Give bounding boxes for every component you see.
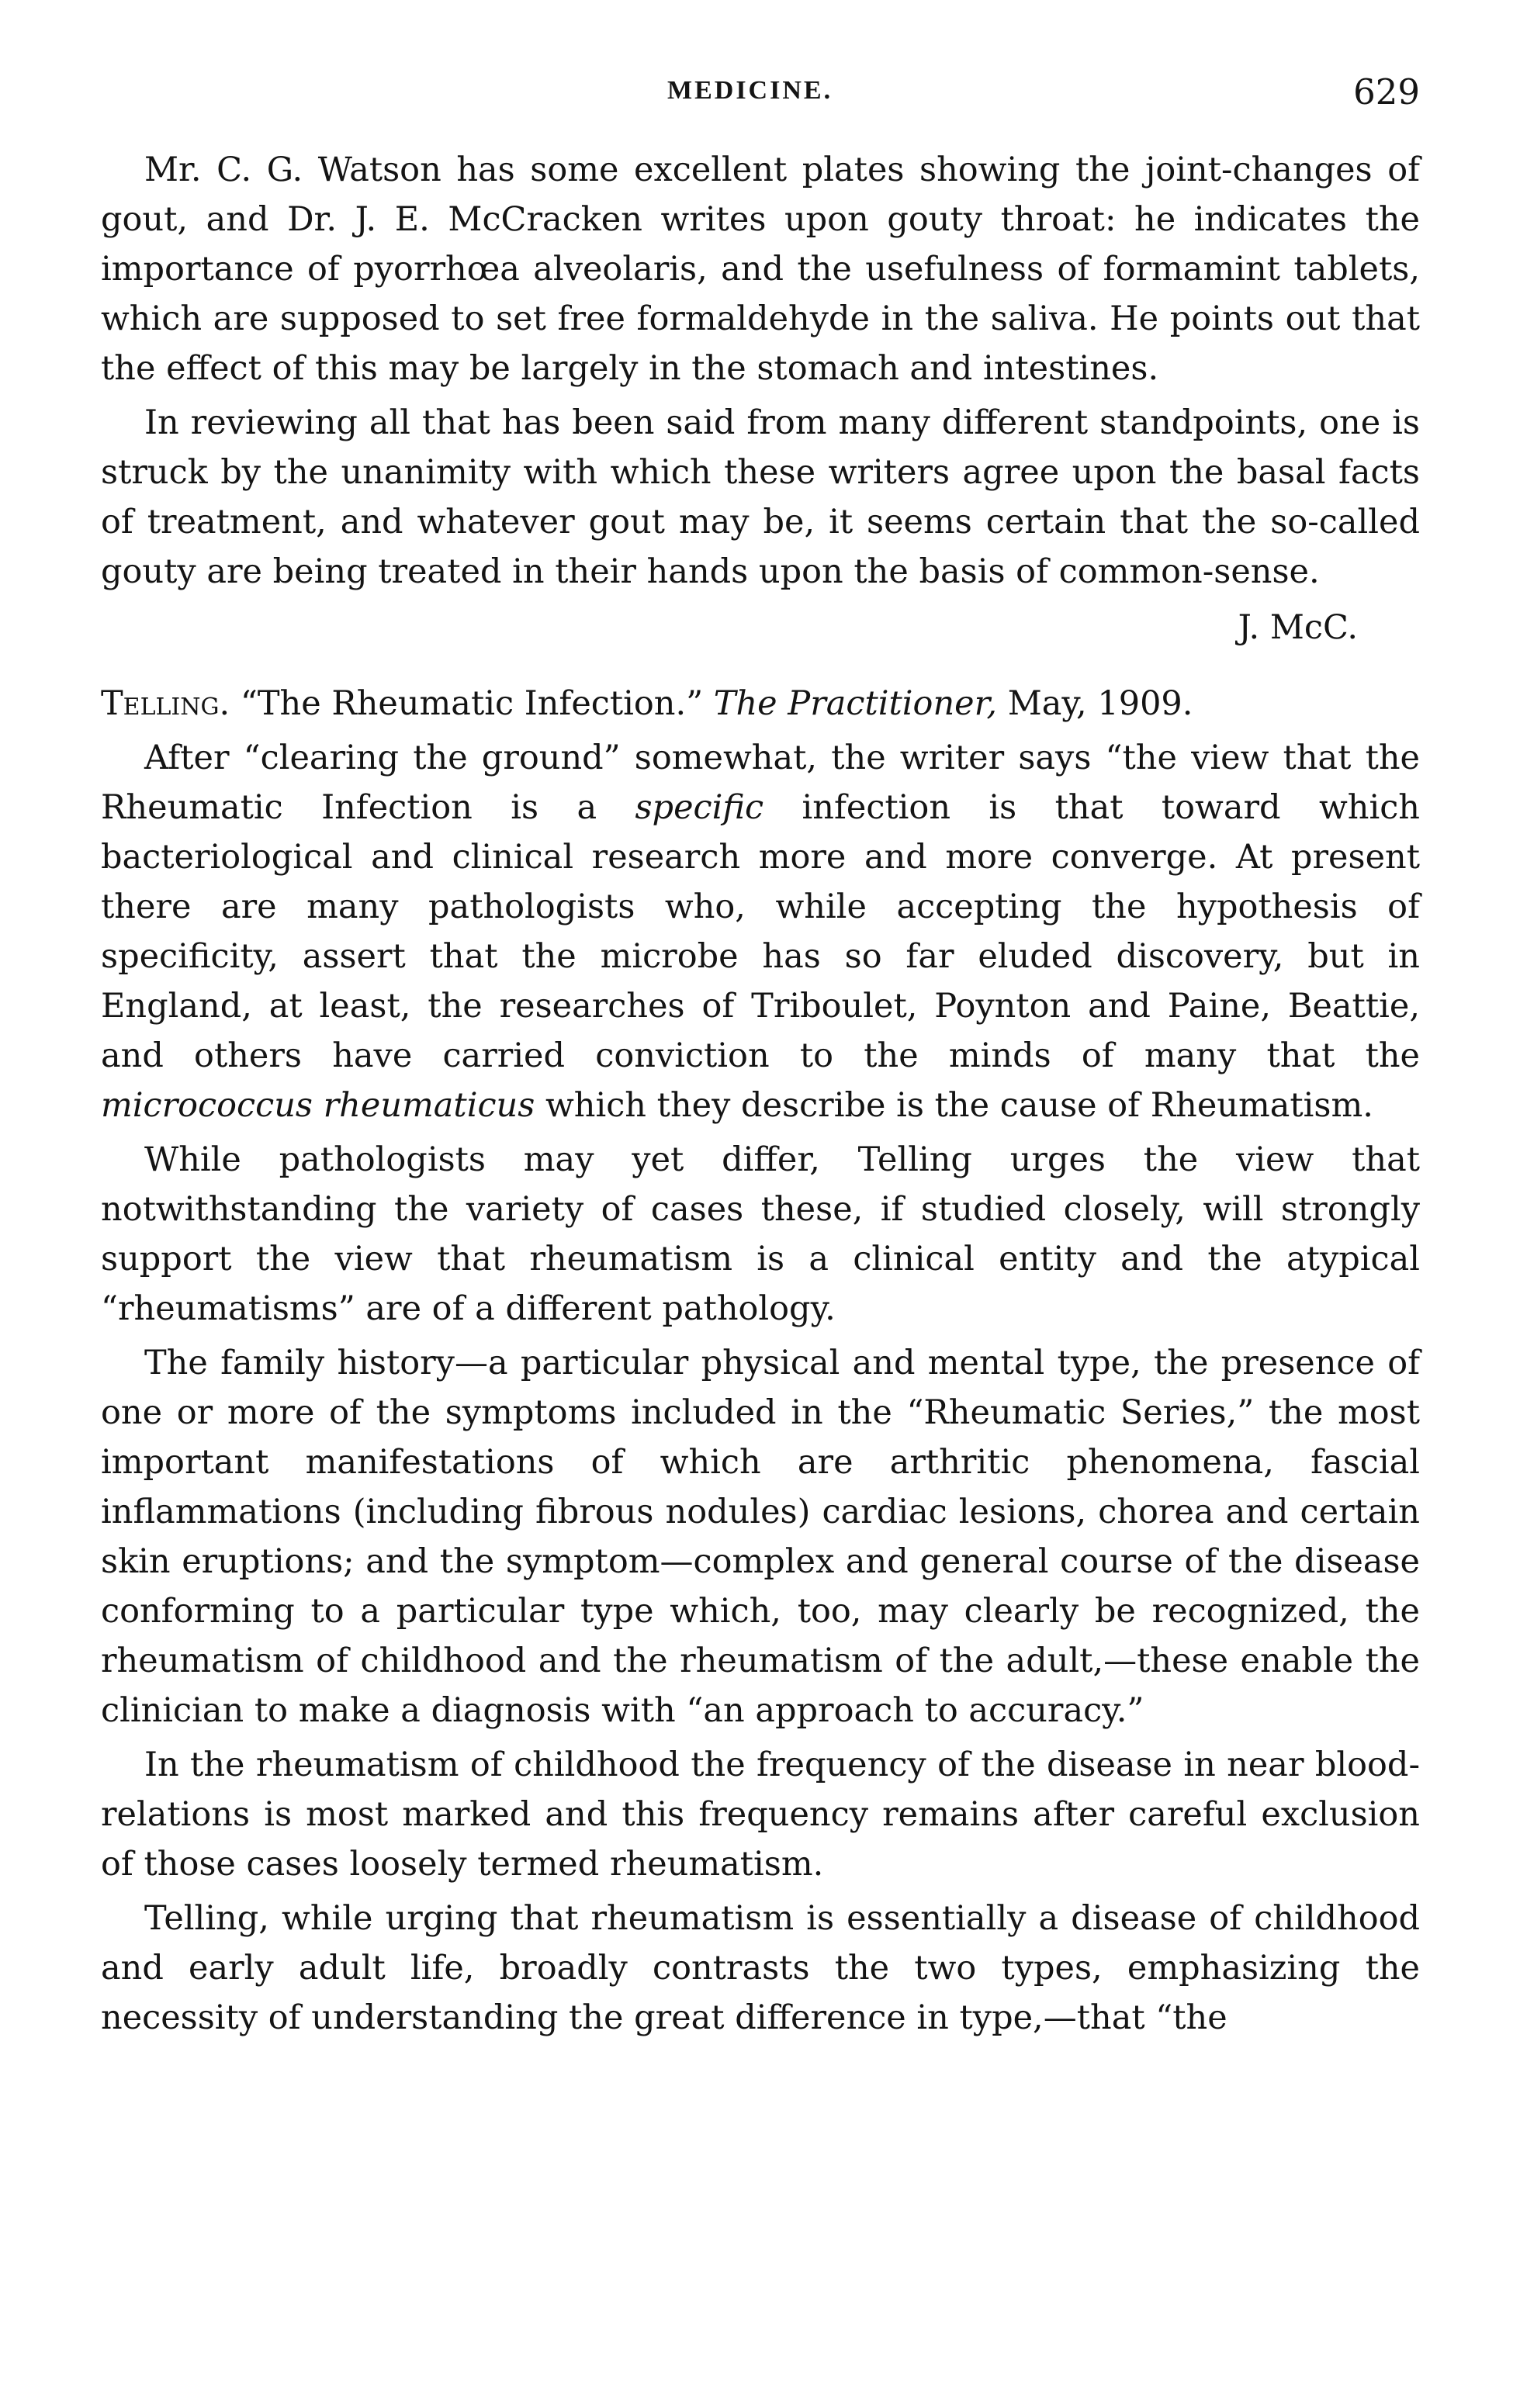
paragraph-clearing-ground-part-e: which they describe is the cause of Rheumatism. xyxy=(535,1086,1373,1125)
running-head: MEDICINE. xyxy=(667,76,833,105)
citation-date: May, 1909. xyxy=(1007,684,1193,723)
paragraph-clearing-ground xyxy=(101,733,1420,1130)
paragraph-pathologists: While pathologists may yet differ, Telling urges the view that notwithstanding the variety of cases these, if studied closely, will strongly support the view that rheumatism is a clinical entity and the atypical “rheumatisms” are of a different pathology. xyxy=(101,1140,1420,1328)
micrococcus-emphasis: micrococcus rheumaticus xyxy=(101,1086,535,1125)
citation xyxy=(101,679,1420,728)
paragraph-telling-urging: Telling, while urging that rheumatism is essentially a disease of childhood and early adult life, broadly contrasts the two types, emphasizing the necessity of understanding the great difference in type,—that “the xyxy=(101,1899,1420,2037)
signature: J. McC. xyxy=(1238,608,1358,647)
citation-author: Telling. xyxy=(101,684,230,723)
paragraph-reviewing: In reviewing all that has been said from many different standpoints, one is struck by the unanimity with which these writers agree upon the basal facts of treatment, and whatever gout may be, it seems certain that the so-called gouty are being treated in their hands upon the basis of common-sense. xyxy=(101,403,1420,591)
citation-title: “The Rheumatic Infection.” xyxy=(240,684,704,723)
paragraph-childhood: In the rheumatism of childhood the frequency of the disease in near blood-relations is most marked and this frequency remains after careful exclusion of those cases loosely termed rheumatism. xyxy=(101,1745,1420,1884)
page-number: 629 xyxy=(1353,71,1420,112)
paragraph-clearing-ground-part-c: infection is that toward which bacteriological and clinical research more and more converge. At present there are many pathologists who, while accepting the hypothesis of specificity, assert that the microbe has so far eluded discovery, but in England, at least, the researches of Triboulet, Poynton and Paine, Beattie, and others have carried conviction to the minds of many that the xyxy=(101,788,1420,1075)
citation-journal: The Practitioner, xyxy=(713,684,998,723)
paragraph-watson: Mr. C. G. Watson has some excellent plates showing the joint-changes of gout, and Dr. J. E. McCracken writes upon gouty throat: he indicates the importance of pyorrhœa alveolaris, and the usefulness of formamint tablets, which are supposed to set free formaldehyde in the saliva. He points out that the effect of this may be largely in the stomach and intestines. xyxy=(101,150,1420,388)
paragraph-family-history: The family history—a particular physical and mental type, the presence of one or more of the symptoms included in the “Rheumatic Series,” the most important manifestations of which are arthritic phenomena, fascial inflammations (including fibrous nodules) cardiac lesions, chorea and certain skin eruptions; and the symptom—complex and general course of the disease conforming to a particular type which, too, may clearly be recognized, the rheumatism of childhood and the rheumatism of the adult,—these enable the clinician to make a diagnosis with “an approach to accuracy.” xyxy=(101,1344,1420,1730)
specific-emphasis: specific xyxy=(635,788,764,827)
body-text xyxy=(101,145,1420,2047)
page-header xyxy=(101,71,1420,118)
paragraph-clearing-ground-part-a: After “clearing the ground” somewhat, the writer says “the view that the Rheumatic Infection is a xyxy=(101,739,1420,827)
